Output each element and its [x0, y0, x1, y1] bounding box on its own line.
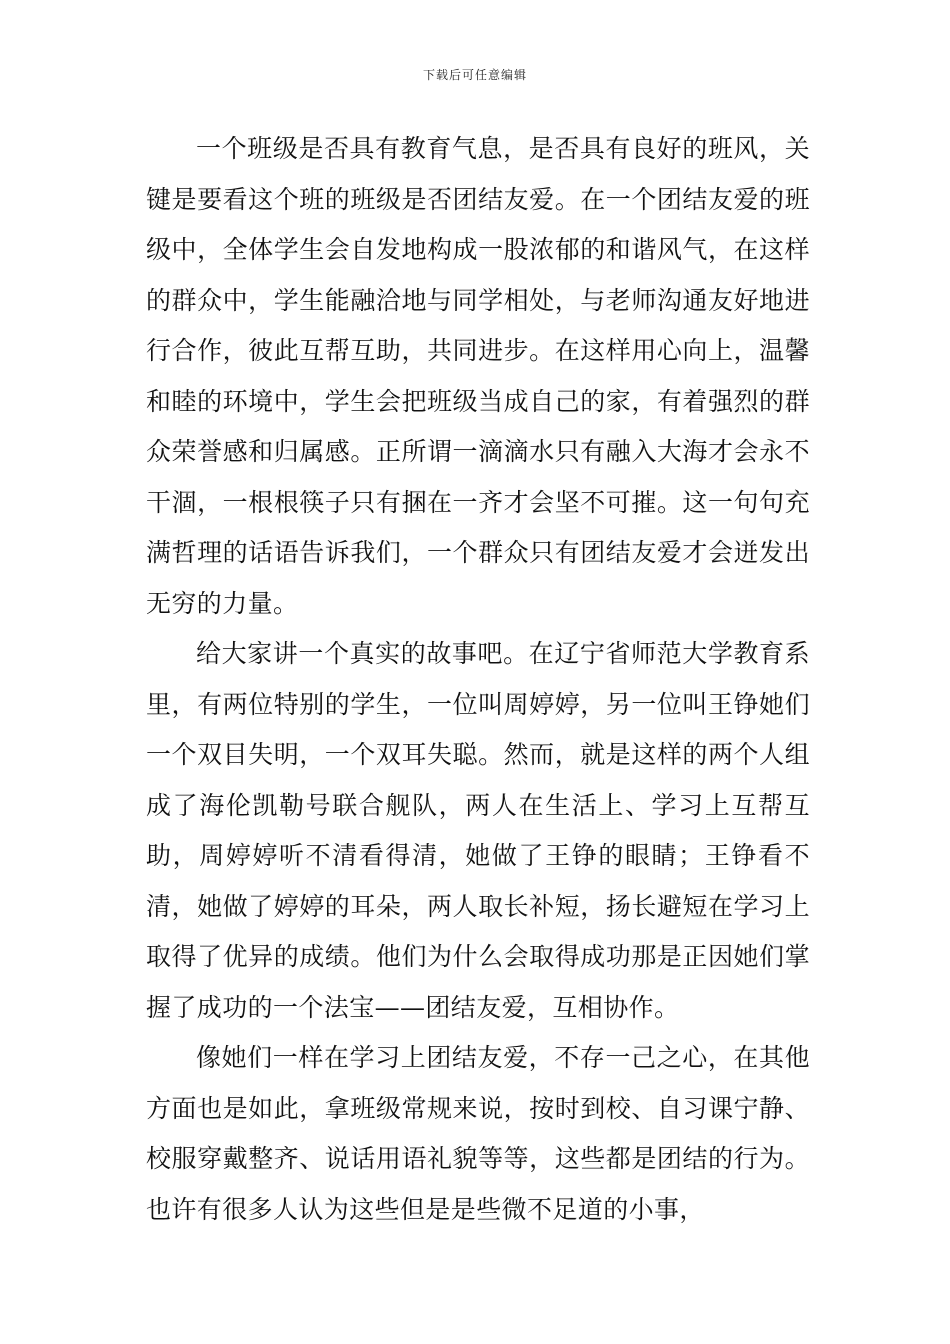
document-body	[146, 124, 810, 1235]
paragraph-1: 一个班级是否具有教育气息，是否具有良好的班风，关键是要看这个班的班级是否团结友爱。在一个团结友爱的班级中，全体学生会自发地构成一股浓郁的和谐风气，在这样的群众中，学生能融洽地与同学相处，与老师沟通友好地进行合作，彼此互帮互助，共同进步。在这样用心向上，温馨和睦的环境中，学生会把班级当成自己的家，有着强烈的群众荣誉感和归属感。正所谓一滴滴水只有融入大海才会永不干涸，一根根筷子只有捆在一齐才会坚不可摧。这一句句充满哲理的话语告诉我们，一个群众只有团结友爱才会迸发出无穷的力量。	[146, 134, 810, 618]
paragraph-3: 像她们一样在学习上团结友爱，不存一己之心，在其他方面也是如此，拿班级常规来说，按时到校、自习课宁静、校服穿戴整齐、说话用语礼貌等等，这些都是团结的行为。也许有很多人认为这些但是是些微不足道的小事，	[146, 1043, 810, 1224]
header-note: 下载后可任意编辑	[422, 68, 527, 82]
paragraph-2: 给大家讲一个真实的故事吧。在辽宁省师范大学教育系里，有两位特别的学生，一位叫周婷婷，另一位叫王铮她们一个双目失明，一个双耳失聪。然而，就是这样的两个人组成了海伦凯勒号联合舰队，两人在生活上、学习上互帮互助，周婷婷听不清看得清，她做了王铮的眼睛；王铮看不清，她做了婷婷的耳朵，两人取长补短，扬长避短在学习上取得了优异的成绩。他们为什么会取得成功那是正因她们掌握了成功的一个法宝——团结友爱，互相协作。	[146, 639, 810, 1022]
